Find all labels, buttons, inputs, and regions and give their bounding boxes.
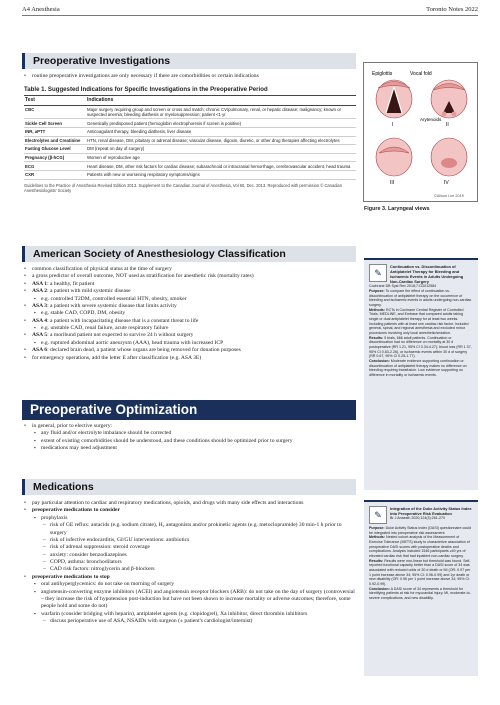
asa-class-label: ASA 3	[32, 302, 48, 309]
section-preop-optimization-title: Preoperative Optimization	[22, 400, 356, 420]
section-asa-classification-title: American Society of Anesthesiology Classification	[22, 246, 356, 262]
asa-class-label: ASA 2	[32, 288, 48, 295]
label-epiglottis: Epiglottis	[372, 71, 393, 77]
table-row	[24, 145, 356, 154]
asa-item	[24, 288, 356, 303]
prophylaxis-item: ▪ prophylaxis – risk of GE reflux: antacids (e.g. sodium citrate), H₂ antagonists and/or prokinetic agents (e.g. metoclopramide) 30 min-1 h prior to surgery – risk of infective endocarditis, GI/GU interventions: antibiotics – risk of adrenal suppression: steroid coverage – anxiety: consider benzodiazepines – COPD, asthma: bronchodilators – CAD risk factors: nitroglycerin and β-blockers	[34, 515, 356, 574]
asa-item-text: : a patient with mild systemic disease	[47, 288, 131, 295]
laryngeal-views-illustration	[364, 63, 479, 203]
table-row	[24, 162, 356, 171]
grade-1-view	[376, 80, 412, 118]
box2-methods: Nested cohort analysis of the Measurement of Exercise Tolerance (METS) study to characterize association of preoperative DASI scores with postoperative deaths and complications. Analysis included 1546 participants ≥40 yrs of elevated cardiac risk that had inpatient non-cardiac surgery.	[369, 535, 470, 559]
table-cell-indication: Patients with new or worsening respiratory symptoms/signs	[86, 171, 356, 180]
box1-methods: RCTs in Cochrane Central Register of Controlled Trials, MEDLINE, and Embase that compared adults taking single or dual antiplatelet therapy for at least two weeks. Including patients with at least one cardiac risk factor. Included general, spinal, and regional anesthesia and excluded minor procedures involving only local anesthetic/sedation.	[369, 307, 469, 336]
table-cell-test: Sickle Cell Screen	[24, 119, 86, 128]
table-cell-indication: Heart disease, DM, other risk factors for cardiac disease; subarachnoid or intracranial hemorrhage, cerebrovascular accident, head trauma	[86, 162, 356, 171]
asa-item-text: : declared brain dead, a patient whose organs are being removed for donation purposes	[47, 347, 241, 354]
section-medications-title: Medications	[22, 479, 356, 495]
table-header-indications: Indications	[86, 96, 356, 105]
prophylaxis-subitem: – risk of adrenal suppression: steroid coverage	[43, 544, 356, 551]
asa-class-label: ASA 5	[32, 332, 48, 339]
grade-label-4: IV	[444, 180, 449, 186]
stop-medication-text: angiotensin-converting enzyme inhibitors (ACEI) and angiotensin receptor blockers (ARB): do not take on the day of surgery (controversial – they increase the risk of hypotension post-induction but have not been shown to increase mortality or adverse outcomes; therefore, some people hold and some do not)	[41, 588, 355, 610]
table-row	[24, 119, 356, 128]
evidence-book-icon: ✎	[369, 264, 387, 282]
table-cell-indication: Genetically predisposed patient (hemoglobin electrophoresis if screen is positive)	[86, 119, 356, 128]
asa-item	[24, 347, 356, 354]
table-row	[24, 136, 356, 145]
figure-credit: ©Alison Lim 2019	[434, 194, 464, 198]
table-cell-indication: DM (repeat on day of surgery)	[86, 145, 356, 154]
medications-bullet: • preoperative medications to consider ▪ prophylaxis – risk of GE reflux: antacids (e.g. sodium citrate), H₂ antagonists and/or prokinetic agents (e.g. metoclopramide) 30 min-1 h prior to surgery – risk of infective endocarditis, GI/GU interventions: antibiotics – risk of adrenal suppression: steroid coverage – anxiety: consider benzodiazepines – COPD, asthma: bronchodilators – CAD risk factors: nitroglycerin and β-blockers	[24, 507, 356, 573]
asa-item	[24, 355, 356, 362]
preop-investigations-body	[24, 73, 356, 193]
box1-reference: Cochrane DB Syst Rev 2018;7:CD012584	[369, 284, 437, 289]
box1-purpose: To compare the effect of continuation vs. discontinuation of antiplatelet therapy on the occurrence of bleeding and ischaemic events in adults undergoing non-cardiac surgery.	[369, 288, 472, 307]
box2-reference: Br J Anaesth 2020;124(3):261-270	[390, 516, 445, 521]
table-cell-test: ECG	[24, 162, 86, 171]
stop-medication-text: warfarin (consider bridging with heparin), antiplatelet agents (e.g. clopidogrel), Xa inhibitor, direct thrombin inhibitors	[41, 610, 308, 617]
table-row	[24, 127, 356, 136]
asa-example: ▪ e.g. controlled T2DM, controlled essential HTN, obesity, smoker	[34, 296, 356, 303]
asa-class-label: ASA 6	[32, 347, 48, 354]
table-cell-test: INR, aPTT	[24, 127, 86, 136]
grade-4-view	[431, 138, 467, 176]
grade-label-3: III	[390, 180, 395, 186]
medications-body	[24, 500, 356, 625]
asa-example: ▪ e.g. stable CAD, COPD, DM, obesity	[34, 310, 356, 317]
preop-optimization-body	[24, 423, 356, 453]
asa-class-label: ASA 4	[32, 317, 48, 324]
table-cell-indication: HTN, renal disease, DM, pituitary or adrenal disease; vascular disease, digoxin, diuretic, or other drug therapies affecting electrolytes	[86, 136, 356, 145]
table-cell-indication: Women of reproductive age	[86, 153, 356, 162]
box1-conclusion: Moderate evidence supporting continuation or discontinuation of antiplatelet therapy makes no difference on bleeding requiring transfusion. Low evidence supporting no difference in mortality or ischaemic events.	[369, 359, 467, 378]
table-row	[24, 153, 356, 162]
grade-3-view	[376, 138, 412, 176]
box1-title: Continuation vs. Discontinuation of Antiplatelet Therapy for Bleeding and Ischaemic Events in Adults Undergoing Non-Cardiac Surgery	[390, 264, 464, 285]
asa-item-text: : a patient with incapacitating disease that is a constant threat to life	[47, 317, 199, 324]
box2-results: Results were non-linear but threshold was found. Self-reported functional capacity better than a DASI score of 34 was associated with reduced odds of 30 d death or MI (OR: 0.97 per 1 point increase above 34; 95% CI: 0.96-0.99) and 1yr death or new disability (OR: 0.96 per 1 point increase above 34; 95% CI: 0.92-0.99).	[369, 558, 471, 587]
box2-purpose: Duke Activity Status Index (DASI) questionnaire could be integrated into preoperative risk assessment.	[369, 526, 472, 535]
asa-item-text: for emergency operations, add the letter E after classification (e.g. ASA 3E)	[32, 354, 202, 361]
box2-conclusion: A DASI score of 34 represents a threshold for identifying patients at risk for myocardial injury, MI, moderate-to-severe complications, and new disability.	[369, 586, 471, 601]
header-right: Toronto Notes 2022	[426, 6, 478, 13]
asa-example: ▪ e.g. ruptured abdominal aortic aneurysm (AAA), head trauma with increased ICP	[34, 340, 356, 347]
laryngeal-views-figure	[363, 62, 478, 202]
table-cell-indication: Anticoagulant therapy, bleeding diathesis, liver disease	[86, 127, 356, 136]
optimization-lead: • in general, prior to elective surgery: ▪ any fluid and/or electrolyte imbalance should be corrected ▪ extent of existing comorbidities should be understood, and these conditions should be optimized prior to surgery ▪ medications may need adjustment	[24, 423, 356, 453]
asa-item-text: : a moribund patient not expected to survive 24 h without surgery	[47, 332, 194, 339]
asa-item	[24, 273, 356, 280]
optimization-item: ▪ medications may need adjustment	[34, 445, 356, 452]
asa-example: ▪ e.g. unstable CAD, renal failure, acute respiratory failure	[34, 325, 356, 332]
grade-label-1: I	[392, 122, 394, 128]
stop-medication-item	[34, 581, 356, 588]
prophylaxis-subitem: – risk of infective endocarditis, GI/GU interventions: antibiotics	[43, 537, 356, 544]
box2-title: Integration of the Duke Activity Status Index into Preoperative Risk Evaluation	[390, 506, 472, 517]
medications-bullet: • preoperative medications to stop ▪ oral antihyperglycemics: do not take on morning of surgery ▪ angiotensin-converting enzyme inhibitors (ACEI) and angiotensin receptor blockers (ARB): do not take on the day of surgery (controversial – they increase the risk of hypotension post-induction but have not been shown to increase mortality or adverse outcomes; therefore, some people hold and some do not) ▪ warfarin (consider bridging with heparin), antiplatelet agents (e.g. clopidogrel), Xa inhibitor, direct thrombin inhibitors – discuss perioperative use of ASA, NSAIDs with surgeon (± patient's cardiologist/internist)	[24, 574, 356, 626]
table-row	[24, 105, 356, 119]
stop-medication-text: oral antihyperglycemics: do not take on morning of surgery	[41, 581, 175, 588]
asa-classification-body	[24, 266, 356, 362]
table-header-test: Test	[24, 96, 86, 105]
grade-2-view	[431, 80, 467, 118]
figure-caption: Figure 3. Laryngeal views	[364, 206, 430, 212]
asa-item	[24, 318, 356, 333]
evidence-box-dasi: ✎ Integration of the Duke Activity Status Index into Preoperative Risk Evaluation Br J Anaesth 2020;124(3):261-270 Purpose: Duke Activity Status Index (DASI) questionnaire could be integrated into preoperative risk assessment. Methods: Nested cohort analysis of the Measurement of Exercise Tolerance (METS) study to characterize association of preoperative DASI scores with postoperative deaths and complications. Analysis included 1546 participants ≥40 yrs of elevated cardiac risk that had inpatient non-cardiac surgery. Results: Results were non-linear but threshold was found. Self-reported functional capacity better than a DASI score of 34 was associated with reduced odds of 30 d death or MI (OR: 0.97 per 1 point increase above 34; 95% CI: 0.96-0.99) and 1yr death or new disability (OR: 0.96 per 1 point increase above 34; 95% CI: 0.92-0.99). Conclusion: A DASI score of 34 represents a threshold for identifying patients at risk for myocardial injury, MI, moderate-to-severe complications, and new disability.	[364, 500, 478, 676]
table-cell-test: CBC	[24, 105, 86, 119]
table-cell-indication: Major surgery requiring group and screen or cross and match; chronic CV/pulmonary, renal, or hepatic disease; malignancy; known or suspected anemia; bleeding diathesis or myelosuppression; patient <1 yr	[86, 105, 356, 119]
preop-investigations-bullet: • routine preoperative investigations are only necessary if there are comorbidities or certain indications	[24, 73, 356, 80]
label-vocal-fold: Vocal fold	[410, 71, 432, 77]
table-cell-test: Pregnancy (β-hCG)	[24, 153, 86, 162]
indications-table	[24, 95, 356, 179]
prophylaxis-subitem: – anxiety: consider benzodiazepines	[43, 552, 356, 559]
table-row	[24, 171, 356, 180]
page-header	[22, 6, 478, 16]
asa-item-text: : a healthy, fit patient	[47, 280, 95, 287]
table-cell-test: Fasting Glucose Level	[24, 145, 86, 154]
asa-item-text: : a patient with severe systemic disease that limits activity	[47, 302, 177, 309]
evidence-box-antiplatelet: ✎ Continuation vs. Discontinuation of Antiplatelet Therapy for Bleeding and Ischaemic Events in Adults Undergoing Non-Cardiac Surgery Cochrane DB Syst Rev 2018;7:CD012584 Purpose: To compare the effect of continuation vs. discontinuation of antiplatelet therapy on the occurrence of bleeding and ischaemic events in adults undergoing non-cardiac surgery. Methods: RCTs in Cochrane Central Register of Controlled Trials, MEDLINE, and Embase that compared adults taking single or dual antiplatelet therapy for at least two weeks. Including patients with at least one cardiac risk factor. Included general, spinal, and regional anesthesia and excluded minor procedures involving only local anesthetic/sedation. Results: 5 trials, 666 adult patients. Continuation or discontinuation had no difference on mortality at 30 d postoperative (RR 1.21, 95% CI 0.34-4.27); blood loss (RR 1.37, 95% CI 0.83-2.26), or ischaemic events within 30 d of surgery (RR 0.67, 95% CI 0.25-1.77). Conclusion: Moderate evidence supporting continuation or discontinuation of antiplatelet therapy makes no difference on bleeding requiring transfusion. Low evidence supporting no difference in mortality or ischaemic events.	[364, 258, 478, 490]
grade-label-2: II	[446, 122, 449, 128]
table-title: Table 1. Suggested Indications for Specific Investigations in the Preoperative Period	[24, 86, 268, 94]
prophylaxis-subitem: – COPD, asthma: bronchodilators	[43, 559, 356, 566]
stop-medication-item	[34, 611, 356, 626]
prophylaxis-subitem: – risk of GE reflux: antacids (e.g. sodium citrate), H₂ antagonists and/or prokinetic agents (e.g. metoclopramide) 30 min-1 h prior to surgery	[43, 522, 356, 537]
table-cell-test: Electrolytes and Creatinine	[24, 136, 86, 145]
asa-class-label: ASA 1	[32, 280, 48, 287]
asa-item	[24, 281, 356, 288]
optimization-item: ▪ any fluid and/or electrolyte imbalance should be corrected	[34, 430, 356, 437]
stop-medication-item	[34, 589, 356, 611]
asa-item	[24, 303, 356, 318]
prophylaxis-subitem: – CAD risk factors: nitroglycerin and β-blockers	[43, 566, 356, 573]
evidence-book-icon: ✎	[369, 506, 387, 524]
asa-item	[24, 332, 356, 347]
label-arytenoids: Arytenoids	[420, 117, 442, 122]
stop-medication-subitem: – discuss perioperative use of ASA, NSAIDs with surgeon (± patient's cardiologist/internist)	[43, 618, 356, 625]
asa-item-text: a gross predictor of overall outcome, NOT used as stratification for anesthetic risk (mortality rates)	[32, 273, 254, 280]
asa-item-text: common classification of physical status at the time of surgery	[32, 266, 172, 272]
medications-bullet: • pay particular attention to cardiac and respiratory medications, opioids, and drugs with many side effects and interactions	[24, 500, 356, 507]
header-left: A4 Anesthesia	[22, 6, 60, 13]
section-preop-investigations-title: Preoperative Investigations	[22, 53, 356, 69]
optimization-item: ▪ extent of existing comorbidities should be understood, and these conditions should be optimized prior to surgery	[34, 438, 356, 445]
box1-results: 5 trials, 666 adult patients. Continuation or discontinuation had no difference on mortality at 30 d postoperative (RR 1.21, 95% CI 0.34-4.27); blood loss (RR 1.37, 95% CI 0.83-2.26), or ischaemic events within 30 d of surgery (RR 0.67, 95% CI 0.25-1.77).	[369, 335, 472, 359]
table-cell-test: CXR	[24, 171, 86, 180]
guideline-reference: Guidelines to the Practice of Anesthesia Revised Edition 2013. Supplement to the Canadian Journal of Anesthesia, Vol 60, Dec. 2013. Reproduced with permission © Canadian Anesthesiologists' Society	[24, 182, 342, 193]
